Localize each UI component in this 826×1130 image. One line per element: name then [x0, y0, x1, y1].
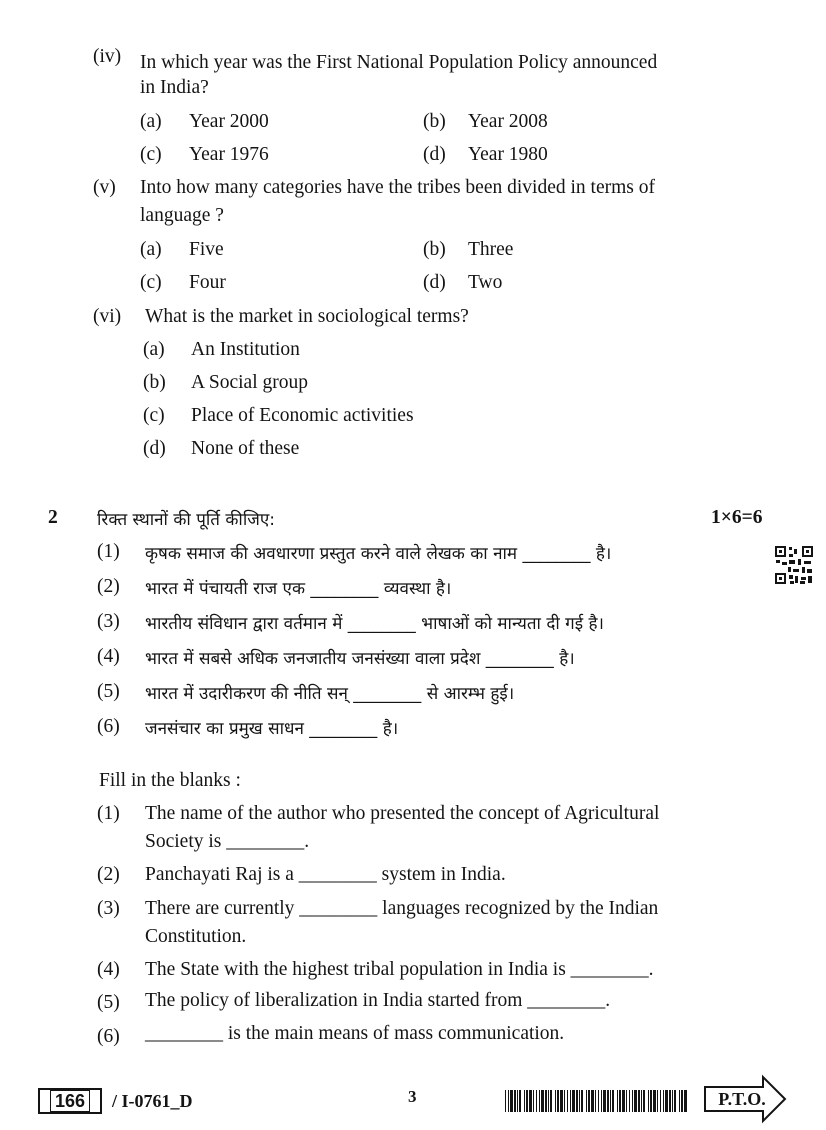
option-text: Year 2000 [189, 111, 269, 132]
english-item: The State with the highest tribal population in India is ________. [145, 959, 654, 980]
option-text: Four [189, 272, 226, 293]
qr-code-icon [774, 545, 814, 585]
pto-arrow [703, 1074, 787, 1124]
question-text: Into how many categories have the tribes been divided in terms of [140, 177, 655, 198]
option-text: None of these [191, 438, 300, 459]
item-number: (3) [97, 898, 120, 919]
option-label: (b) [423, 239, 446, 260]
option-label: (a) [143, 339, 165, 360]
item-number: (4) [97, 646, 120, 667]
hindi-item: कृषक समाज की अवधारणा प्रस्तुत करने वाले लेखक का नाम ________ है। [145, 544, 612, 564]
english-item: Panchayati Raj is a ________ system in India. [145, 864, 506, 885]
option-text: Five [189, 239, 224, 260]
hindi-item: भारतीय संविधान द्वारा वर्तमान में ________ भाषाओं को मान्यता दी गई है। [145, 614, 604, 634]
english-item: ________ is the main means of mass communication. [145, 1023, 565, 1044]
option-text: Year 1980 [468, 144, 548, 165]
item-number: (1) [97, 803, 120, 824]
question-text-cont: in India? [140, 77, 209, 98]
item-number: (6) [97, 716, 120, 737]
item-number: (4) [97, 959, 120, 980]
option-text: Place of Economic activities [191, 405, 414, 426]
hindi-item: भारत में उदारीकरण की नीति सन् ________ से आरम्भ हुई। [145, 684, 515, 704]
option-text: Year 2008 [468, 111, 548, 132]
option-label: (a) [140, 111, 162, 132]
question-number: (iv) [93, 46, 122, 67]
english-item-cont: Society is ________. [145, 831, 310, 852]
option-label: (d) [143, 438, 166, 459]
marks-label: 1×6=6 [711, 507, 763, 528]
item-number: (5) [97, 992, 120, 1013]
question-text: In which year was the First National Population Policy announced [140, 52, 658, 73]
item-number: (3) [97, 611, 120, 632]
question-number: (vi) [93, 306, 122, 327]
pto-label: P.T.O. [718, 1089, 766, 1109]
code-box [38, 1088, 102, 1114]
english-item-cont: Constitution. [145, 926, 247, 947]
hindi-item: भारत में सबसे अधिक जनजातीय जनसंख्या वाला प्रदेश ________ है। [145, 649, 575, 669]
option-label: (c) [140, 272, 162, 293]
option-text: A Social group [191, 372, 308, 393]
option-label: (b) [423, 111, 446, 132]
question-number: (v) [93, 177, 116, 198]
option-text: Year 1976 [189, 144, 269, 165]
option-label: (d) [423, 272, 446, 293]
option-label: (a) [140, 239, 162, 260]
paper-code: / I-0761_D [112, 1091, 193, 1111]
question-text-cont: language ? [140, 205, 224, 226]
item-number: (6) [97, 1026, 120, 1047]
code-box-text: 166 [50, 1090, 90, 1112]
option-text: Three [468, 239, 514, 260]
item-number: (5) [97, 681, 120, 702]
option-label: (d) [423, 144, 446, 165]
english-heading: Fill in the blanks : [99, 770, 241, 791]
barcode-icon [505, 1090, 689, 1112]
option-label: (c) [143, 405, 165, 426]
page-number: 3 [408, 1087, 417, 1106]
question-text: What is the market in sociological terms? [145, 306, 469, 327]
hindi-item: भारत में पंचायती राज एक ________ व्यवस्था है। [145, 579, 452, 599]
hindi-item: जनसंचार का प्रमुख साधन ________ है। [145, 719, 399, 739]
english-item: The policy of liberalization in India started from ________. [145, 990, 611, 1011]
option-text: An Institution [191, 339, 300, 360]
option-text: Two [468, 272, 503, 293]
item-number: (2) [97, 864, 120, 885]
item-number: (2) [97, 576, 120, 597]
english-item: The name of the author who presented the concept of Agricultural [145, 803, 660, 824]
english-item: There are currently ________ languages recognized by the Indian [145, 898, 659, 919]
option-label: (b) [143, 372, 166, 393]
option-label: (c) [140, 144, 162, 165]
question-number: 2 [48, 507, 58, 528]
hindi-heading: रिक्त स्थानों की पूर्ति कीजिए: [97, 510, 275, 530]
item-number: (1) [97, 541, 120, 562]
